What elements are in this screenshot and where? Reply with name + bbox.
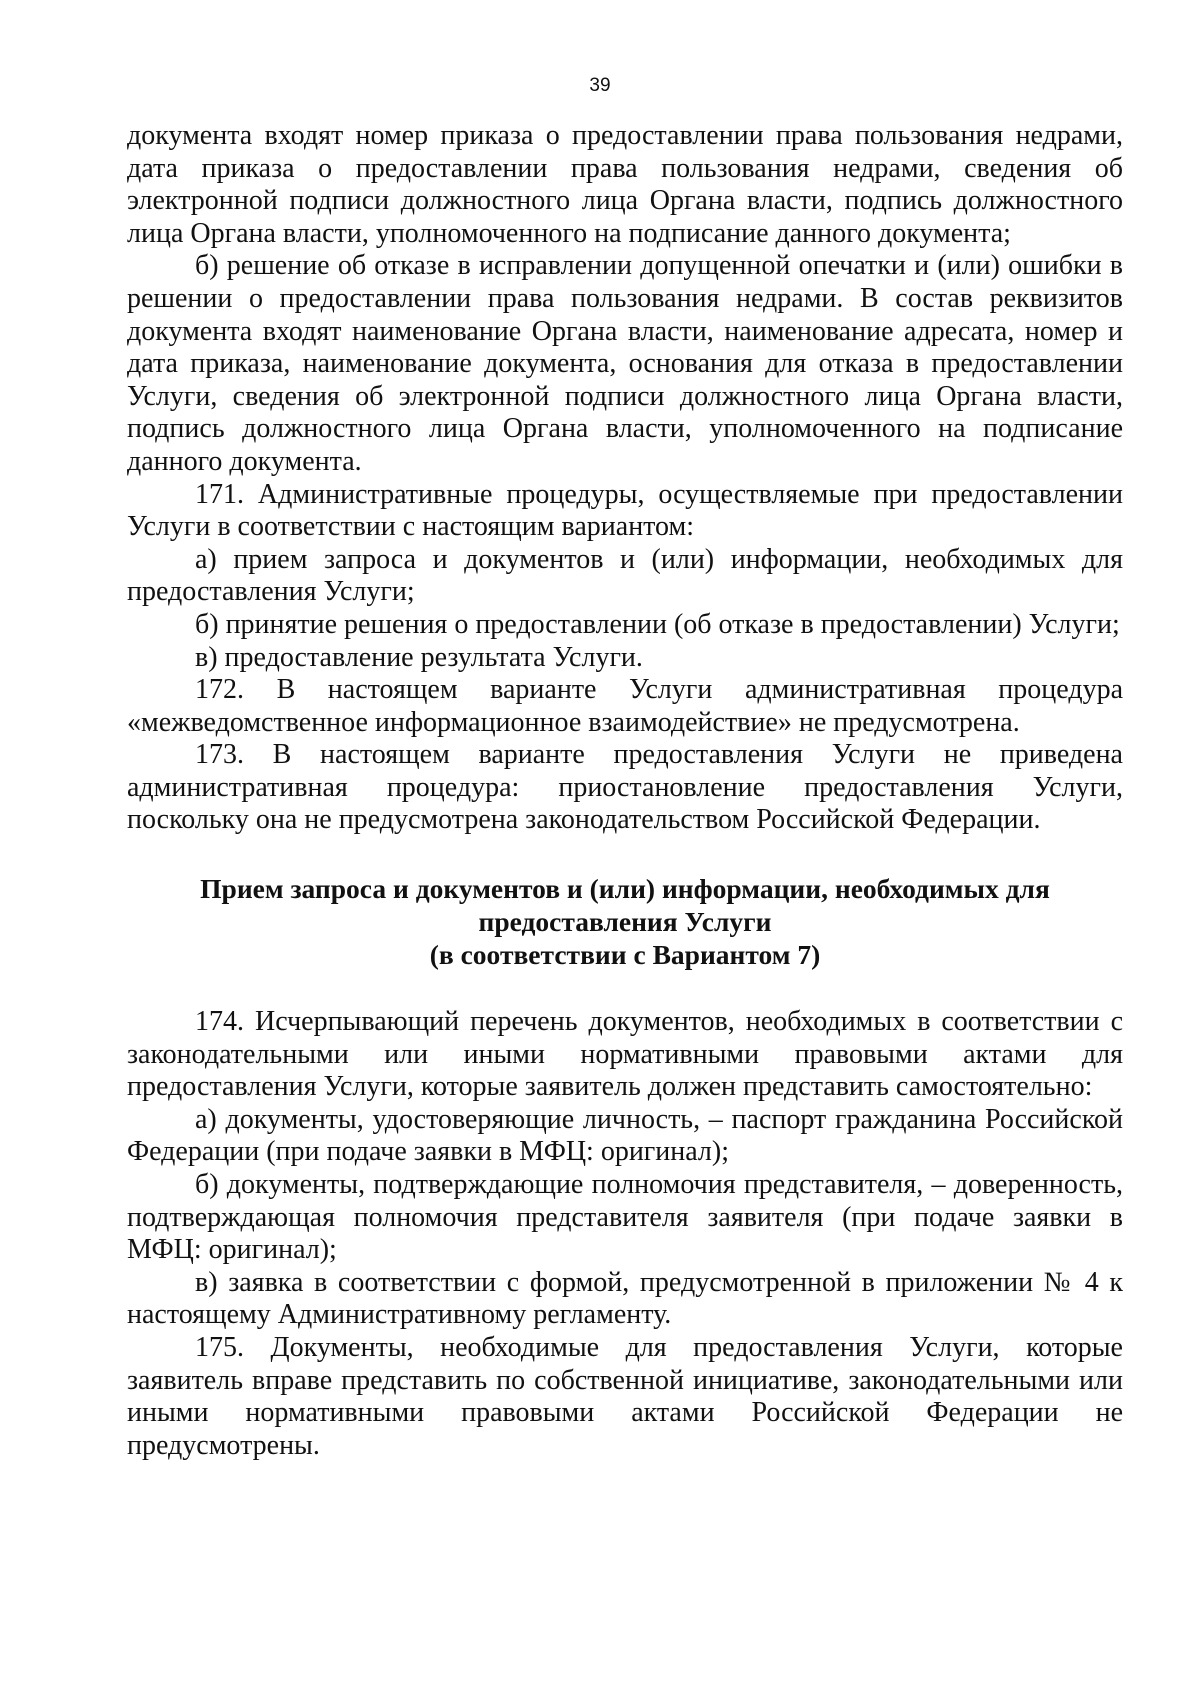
- paragraph: а) прием запроса и документов и (или) информации, необходимых для предоставления Услуги;: [127, 543, 1123, 608]
- paragraph: в) заявка в соответствии с формой, предусмотренной в приложении № 4 к настоящему Административному регламенту.: [127, 1266, 1123, 1331]
- paragraph: б) решение об отказе в исправлении допущенной опечатки и (или) ошибки в решении о предоставлении права пользования недрами. В состав реквизитов документа входят наименование Органа власти, наименование адресата, номер и дата приказа, наименование документа, основания для отказа в предоставлении Услуги, сведения об электронной подписи должностного лица Органа власти, подпись должностного лица Органа власти, уполномоченного на подписание данного документа.: [127, 250, 1123, 477]
- section-heading-line: (в соответствии с Вариантом 7): [429, 939, 821, 971]
- section-heading: [127, 872, 1123, 971]
- paragraph: 172. В настоящем варианте Услуги административная процедура «межведомственное информационное взаимодействие» не предусмотрена.: [127, 674, 1123, 738]
- section-heading-line: Прием запроса и документов и (или) информации, необходимых для: [200, 873, 1050, 905]
- paragraph: 175. Документы, необходимые для предоставления Услуги, которые заявитель вправе представить по собственной инициативе, законодательными или иными нормативными правовыми актами Российской Федерации не предусмотрены.: [127, 1332, 1123, 1461]
- paragraph: документа входят номер приказа о предоставлении права пользования недрами, дата приказа о предоставлении права пользования недрами, сведения об электронной подписи должностного лица Органа власти, подпись должностного лица Органа власти, уполномоченного на подписание данного документа;: [127, 120, 1123, 249]
- page-number: 39: [589, 75, 611, 96]
- paragraph: б) принятие решения о предоставлении (об отказе в предоставлении) Услуги;: [195, 608, 1120, 640]
- section-heading-line: предоставления Услуги: [478, 906, 772, 938]
- paragraph: а) документы, удостоверяющие личность, – паспорт гражданина Российской Федерации (при подаче заявки в МФЦ: оригинал);: [127, 1103, 1123, 1168]
- document-body: [127, 120, 1123, 1462]
- paragraph: 173. В настоящем варианте предоставления Услуги не приведена административная процедура: приостановление предоставления Услуги, поскольку она не предусмотрена законодательством Российской Федерации.: [127, 739, 1123, 836]
- paragraph: 171. Административные процедуры, осуществляемые при предоставлении Услуги в соответствии с настоящим вариантом:: [127, 478, 1123, 543]
- paragraph: б) документы, подтверждающие полномочия представителя, – доверенность, подтверждающая полномочия представителя заявителя (при подаче заявки в МФЦ: оригинал);: [127, 1169, 1123, 1266]
- paragraph: 174. Исчерпывающий перечень документов, необходимых в соответствии с законодательными или иными нормативными правовыми актами для предоставления Услуги, которые заявитель должен представить самостоятельно:: [127, 1006, 1123, 1103]
- paragraph: в) предоставление результата Услуги.: [195, 641, 643, 673]
